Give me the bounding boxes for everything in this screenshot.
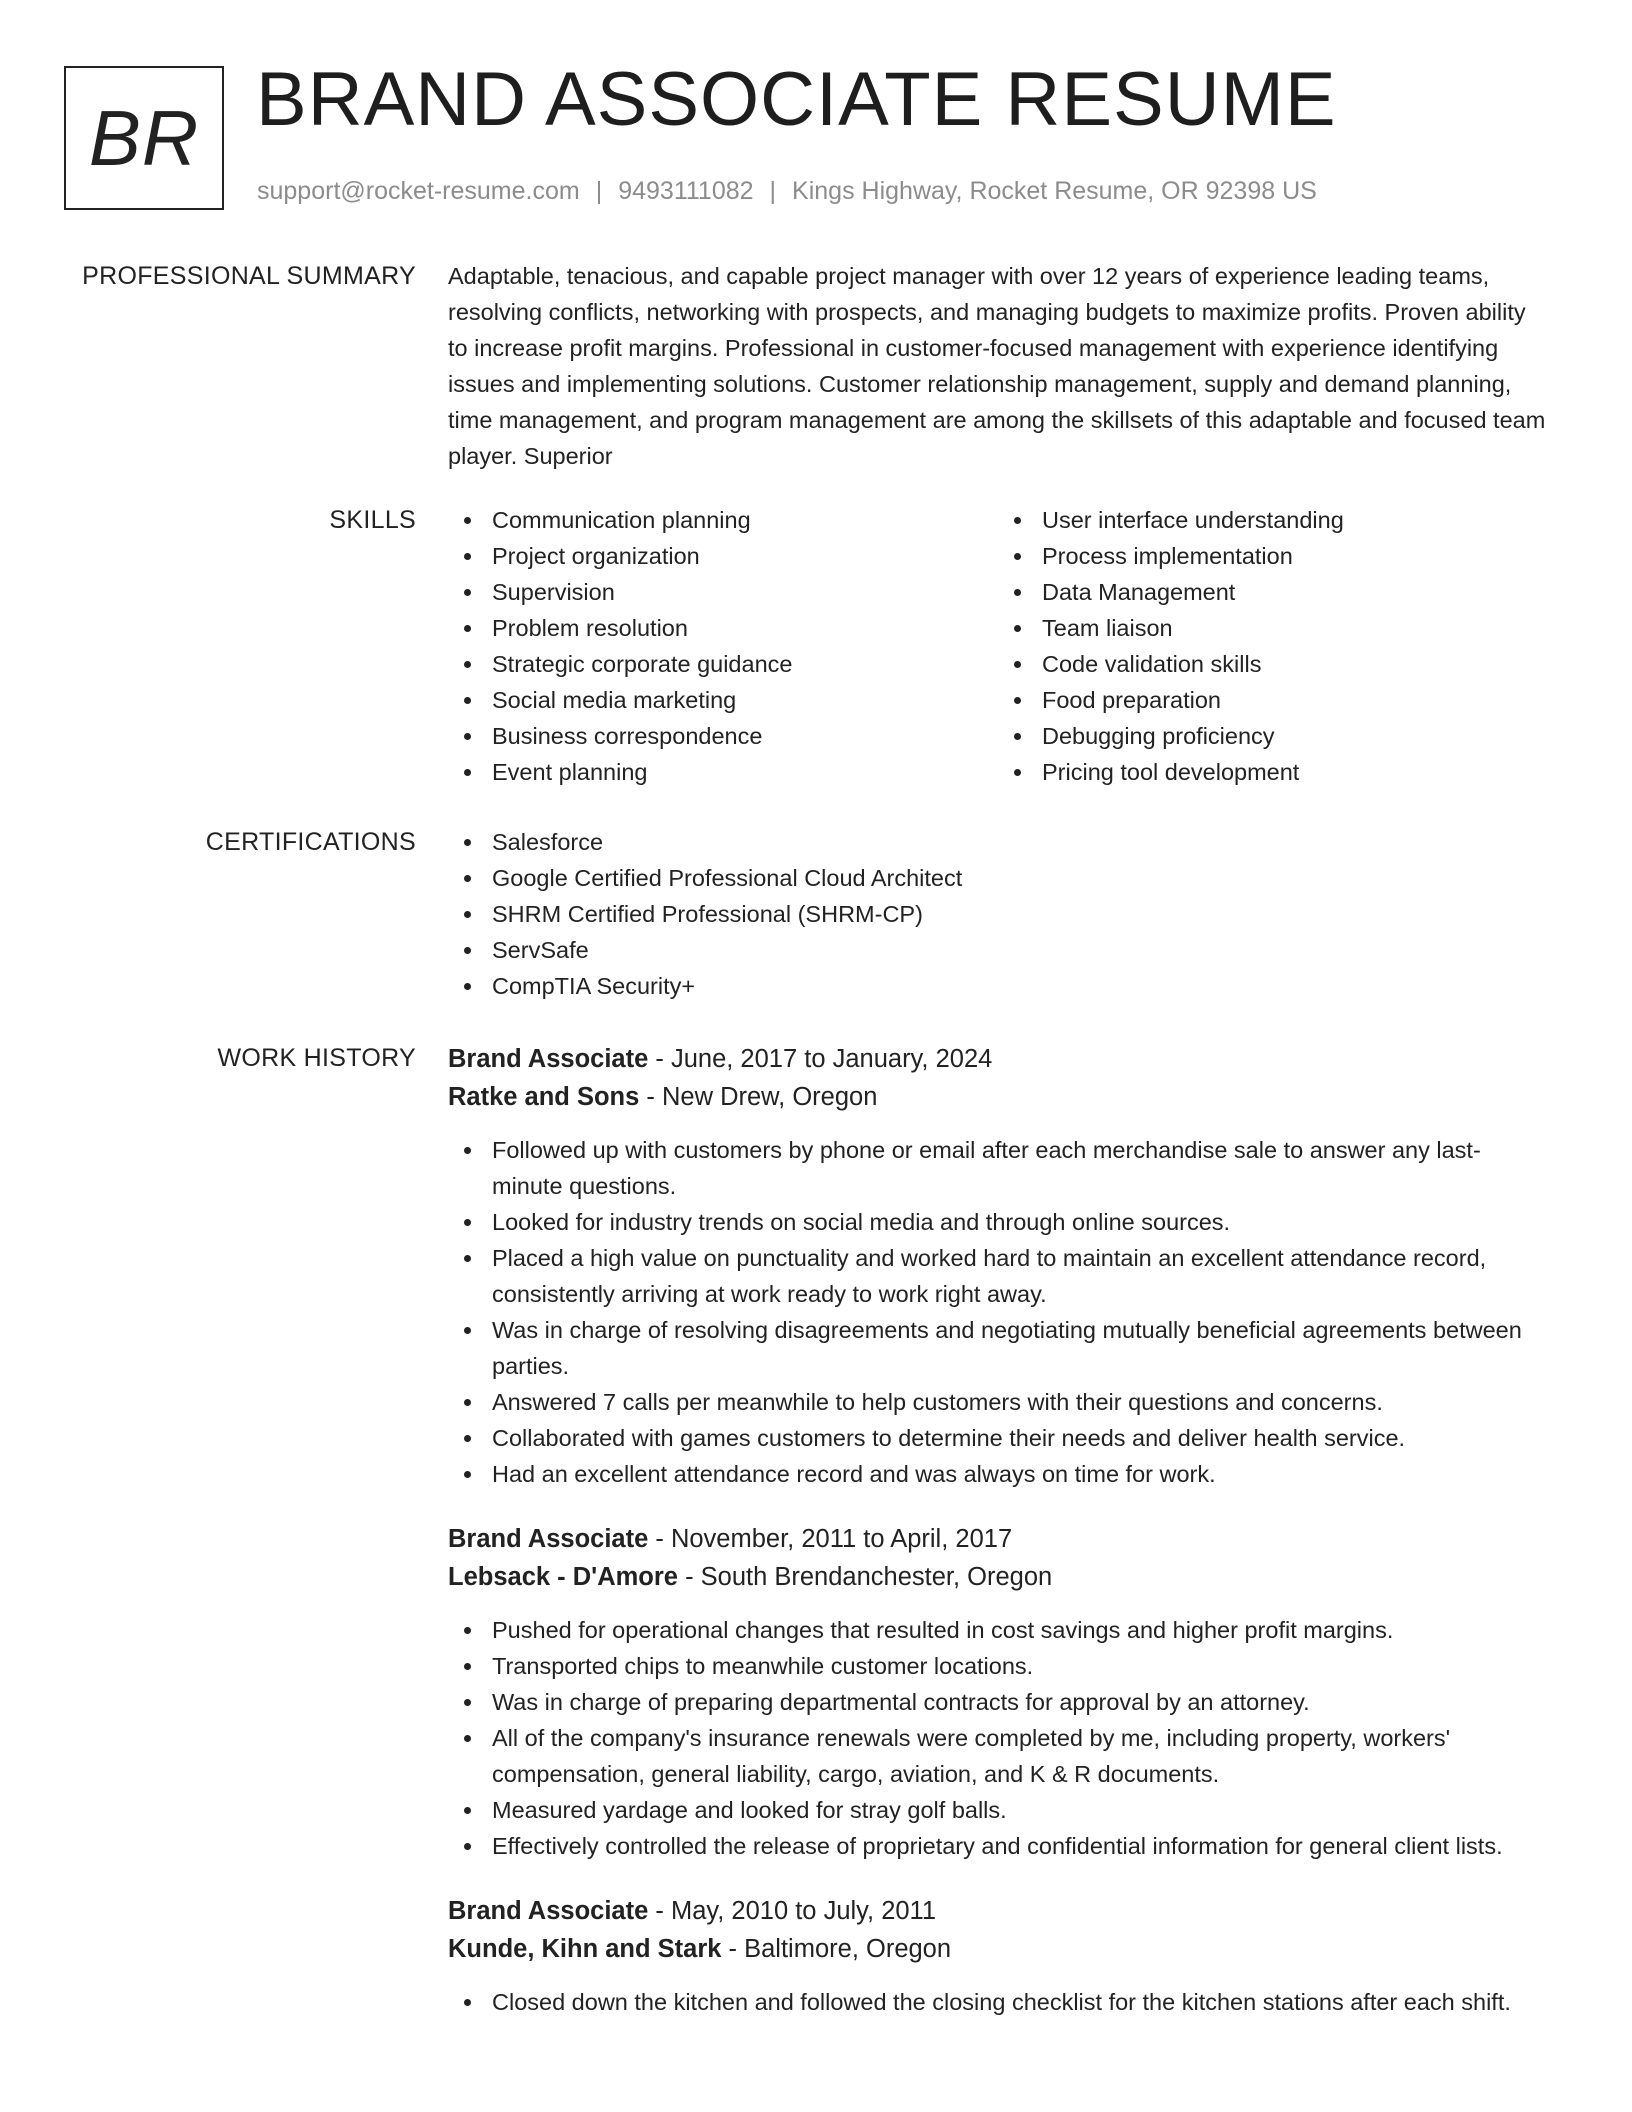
job-bullets — [448, 1132, 1548, 1492]
contact-separator: | — [769, 177, 777, 205]
job-bullets — [448, 1612, 1548, 1864]
section-label-certifications: CERTIFICATIONS — [205, 828, 416, 856]
list-item: Project organization — [448, 538, 998, 574]
job-location: - South Brendanchester, Oregon — [677, 1563, 1053, 1591]
list-item: User interface understanding — [998, 502, 1548, 538]
job-company: Kunde, Kihn and Stark — [448, 1935, 722, 1963]
job-entry — [448, 1520, 1548, 1864]
job-company-line — [448, 1930, 1548, 1968]
job-title-line — [448, 1520, 1548, 1558]
list-item: Answered 7 calls per meanwhile to help customers with their questions and concerns. — [448, 1384, 1548, 1420]
list-item: Salesforce — [448, 824, 1548, 860]
section-label-summary: PROFESSIONAL SUMMARY — [82, 262, 416, 290]
list-item: Communication planning — [448, 502, 998, 538]
job-dates: - June, 2017 to January, 2024 — [648, 1045, 993, 1073]
job-entry — [448, 1892, 1548, 2020]
list-item: Problem resolution — [448, 610, 998, 646]
job-title-line — [448, 1892, 1548, 1930]
job-title: Brand Associate — [448, 1897, 649, 1925]
contact-separator: | — [595, 177, 603, 205]
list-item: Data Management — [998, 574, 1548, 610]
list-item: Was in charge of resolving disagreements and negotiating mutually beneficial agreements between parties. — [448, 1312, 1548, 1384]
summary-text: Adaptable, tenacious, and capable project manager with over 12 years of experience leading teams, resolving conflicts, networking with prospects, and managing budgets to maximize profits. Proven ability to increase profit margins. Professional in customer-focused management with experience identifying issues and implementing solutions. Customer relationship management, supply and demand planning, time management, and program management are among the skillsets of this adaptable and focused team player. Superior — [448, 263, 1546, 469]
list-item: Strategic corporate guidance — [448, 646, 998, 682]
list-item: Business correspondence — [448, 718, 998, 754]
list-item: Event planning — [448, 754, 998, 790]
job-entry — [448, 1040, 1548, 1492]
list-item: Pushed for operational changes that resulted in cost savings and higher profit margins. — [448, 1612, 1548, 1648]
list-item: CompTIA Security+ — [448, 968, 1548, 1004]
contact-line — [257, 177, 1317, 206]
list-item: Google Certified Professional Cloud Architect — [448, 860, 1548, 896]
contact-phone[interactable]: 9493111082 — [618, 177, 754, 205]
work-history-body — [448, 1040, 1548, 2048]
contact-address: Kings Highway, Rocket Resume, OR 92398 US — [792, 177, 1317, 205]
job-location: - New Drew, Oregon — [639, 1083, 878, 1111]
certifications-body — [448, 824, 1548, 1004]
list-item: Team liaison — [998, 610, 1548, 646]
section-label-skills: SKILLS — [329, 506, 416, 534]
list-item: Food preparation — [998, 682, 1548, 718]
job-company: Ratke and Sons — [448, 1083, 640, 1111]
job-bullets — [448, 1984, 1548, 2020]
list-item: Social media marketing — [448, 682, 998, 718]
monogram-logo: BR — [64, 66, 224, 210]
list-item: All of the company's insurance renewals were completed by me, including property, workers' compensation, general liability, cargo, aviation, and K & R documents. — [448, 1720, 1548, 1792]
job-company-line — [448, 1558, 1548, 1596]
job-dates: - May, 2010 to July, 2011 — [648, 1897, 937, 1925]
list-item: Code validation skills — [998, 646, 1548, 682]
job-title: Brand Associate — [448, 1045, 649, 1073]
list-item: Placed a high value on punctuality and worked hard to maintain an excellent attendance record, consistently arriving at work ready to work right away. — [448, 1240, 1548, 1312]
job-title-line — [448, 1040, 1548, 1078]
list-item: Process implementation — [998, 538, 1548, 574]
list-item: Followed up with customers by phone or email after each merchandise sale to answer any last-minute questions. — [448, 1132, 1548, 1204]
list-item: Transported chips to meanwhile customer locations. — [448, 1648, 1548, 1684]
list-item: Pricing tool development — [998, 754, 1548, 790]
contact-email[interactable]: support@rocket-resume.com — [257, 177, 580, 205]
job-location: - Baltimore, Oregon — [721, 1935, 952, 1963]
job-company-line — [448, 1078, 1548, 1116]
list-item: Was in charge of preparing departmental contracts for approval by an attorney. — [448, 1684, 1548, 1720]
certifications-list — [448, 824, 1548, 1004]
list-item: Had an excellent attendance record and was always on time for work. — [448, 1456, 1548, 1492]
list-item: Measured yardage and looked for stray golf balls. — [448, 1792, 1548, 1828]
list-item: Supervision — [448, 574, 998, 610]
list-item: SHRM Certified Professional (SHRM-CP) — [448, 896, 1548, 932]
list-item: Collaborated with games customers to determine their needs and deliver health service. — [448, 1420, 1548, 1456]
skills-list-right — [998, 502, 1548, 790]
skills-list-left — [448, 502, 998, 790]
list-item: Closed down the kitchen and followed the closing checklist for the kitchen stations after each shift. — [448, 1984, 1548, 2020]
job-dates: - November, 2011 to April, 2017 — [648, 1525, 1013, 1553]
list-item: ServSafe — [448, 932, 1548, 968]
section-label-work-history: WORK HISTORY — [217, 1044, 416, 1072]
list-item: Effectively controlled the release of proprietary and confidential information for general client lists. — [448, 1828, 1548, 1864]
resume-title: BRAND ASSOCIATE RESUME — [256, 57, 1337, 142]
list-item: Looked for industry trends on social media and through online sources. — [448, 1204, 1548, 1240]
list-item: Debugging proficiency — [998, 718, 1548, 754]
job-title: Brand Associate — [448, 1525, 649, 1553]
skills-columns — [448, 502, 1548, 790]
job-company: Lebsack - D'Amore — [448, 1563, 678, 1591]
